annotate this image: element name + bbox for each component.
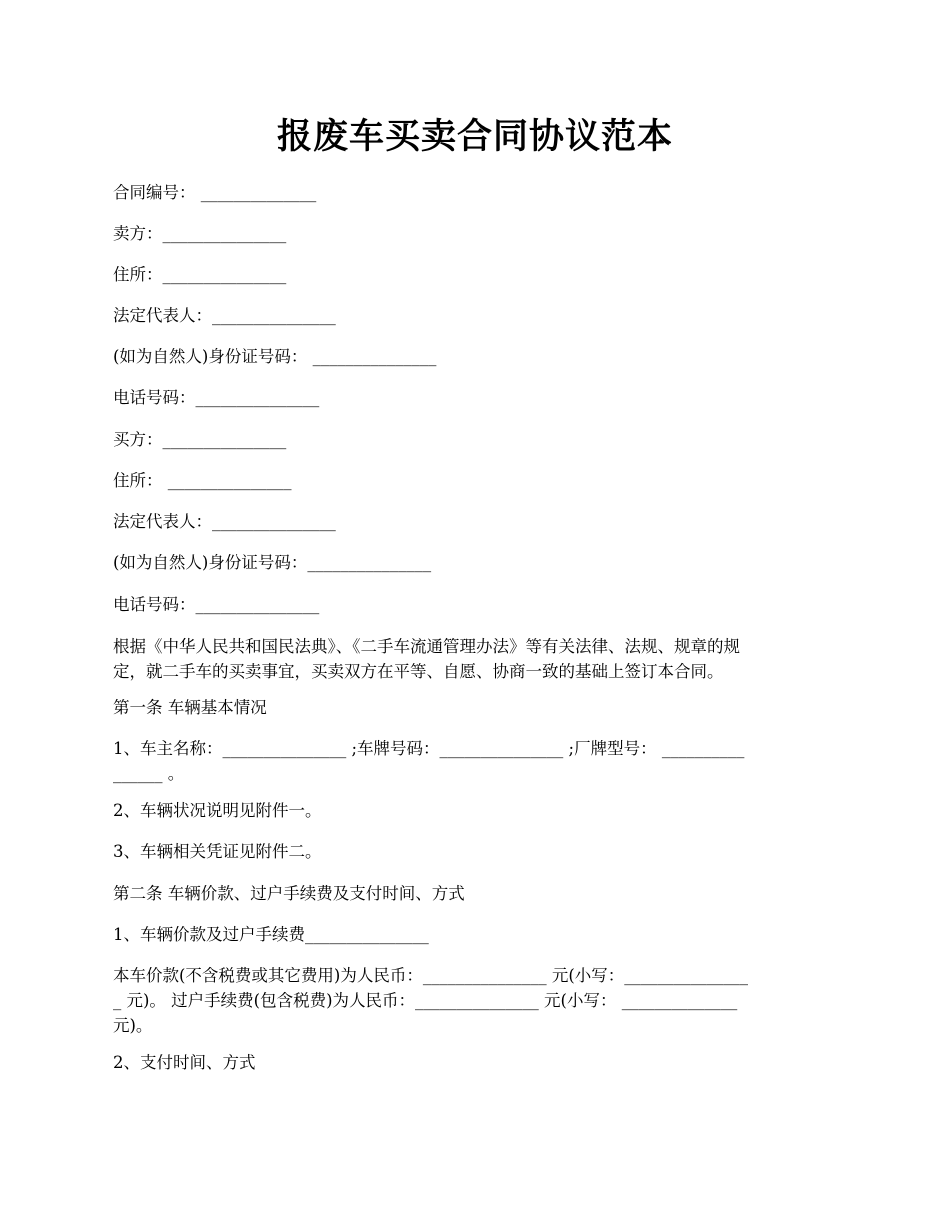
article2-item2: 2、支付时间、方式 [113,1053,256,1072]
seller-address-field: 住所：_______________ [113,265,287,284]
buyer-phone-field: 电话号码：_______________ [113,595,320,614]
preamble-line: 定，就二手车的买卖事宜，买卖双方在平等、自愿、协商一致的基础上签订本合同。 [113,662,724,681]
preamble-line: 根据《中华人民共和国民法典》、《二手车流通管理办法》等有关法律、法规、规章的规 [113,637,740,656]
seller-id-number-field: (如为自然人)身份证号码： _______________ [113,347,437,366]
buyer-field: 买方：_______________ [113,430,287,449]
buyer-legal-representative-field: 法定代表人：_______________ [113,512,336,531]
article1-item3: 3、车辆相关凭证见附件二。 [113,842,322,861]
article1-heading: 第一条 车辆基本情况 [113,698,267,717]
document-title: 报废车买卖合同协议范本 [276,116,673,157]
price-line: 元)。 [113,1016,153,1035]
article1-item1 [113,736,843,786]
article2-price-paragraph [113,963,843,1038]
seller-phone-field: 电话号码：_______________ [113,388,320,407]
article2-heading: 第二条 车辆价款、过户手续费及支付时间、方式 [113,884,465,903]
article2-item1: 1、车辆价款及过户手续费_______________ [113,925,429,944]
price-line: 本车价款(不含税费或其它费用)为人民币：_______________ 元(小写：_______________ [113,966,749,985]
buyer-id-number-field: (如为自然人)身份证号码：_______________ [113,553,432,572]
preamble-paragraph [113,634,843,684]
article1-item2: 2、车辆状况说明见附件一。 [113,801,322,820]
article1-item1-line: ______ 。 [113,764,185,783]
buyer-address-field: 住所： _______________ [113,471,292,490]
seller-legal-representative-field: 法定代表人：_______________ [113,306,336,325]
article1-item1-line: 1、车主名称：_______________ ;车牌号码：_______________ ;厂牌型号： __________ [113,739,745,758]
price-line: _ 元)。 过户手续费(包含税费)为人民币：_______________ 元(小写： ______________ [113,991,738,1010]
seller-field: 卖方：_______________ [113,224,287,243]
contract-number-field: 合同编号： ______________ [113,183,317,202]
